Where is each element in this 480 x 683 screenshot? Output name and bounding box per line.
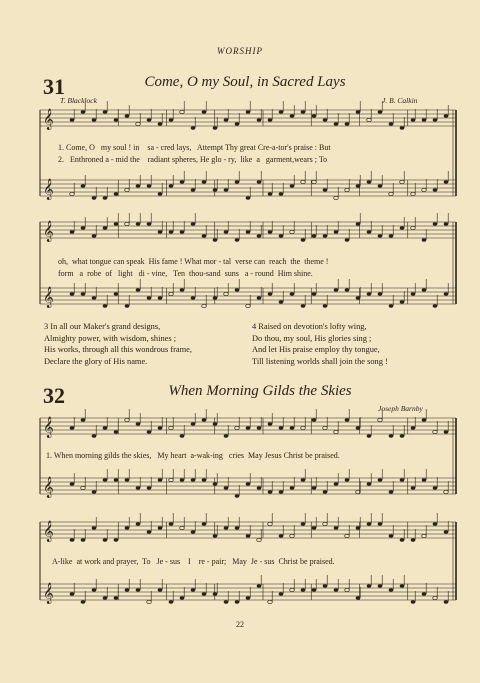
hymn-number: 32 xyxy=(43,383,65,408)
running-head: WORSHIP xyxy=(217,46,263,56)
lyric-line: 1. Come, O my soul ! in sa - cred lays, Attempt Thy great Cre-a-tor's praise : But xyxy=(58,143,331,152)
verse-line: 3 In all our Maker's grand designs, xyxy=(44,322,161,331)
svg-text:𝄞: 𝄞 xyxy=(43,287,54,308)
verse-line: Almighty power, with wisdom, shines ; xyxy=(44,333,177,343)
svg-text:𝄞: 𝄞 xyxy=(43,417,54,438)
page-number: 22 xyxy=(236,620,244,629)
verse-line: 4 Raised on devotion's lofty wing, xyxy=(252,322,367,331)
svg-text:𝄞: 𝄞 xyxy=(43,583,54,604)
svg-text:𝄞: 𝄞 xyxy=(43,221,54,242)
verse-block-3 xyxy=(44,321,192,367)
verse-line: Declare the glory of His name. xyxy=(44,356,148,366)
lyric-line: oh, what tongue can speak His fame ! What mor - tal verse can reach the theme ! xyxy=(58,257,329,266)
verse-block-4 xyxy=(252,321,388,367)
hymn-title: Come, O my Soul, in Sacred Lays xyxy=(144,74,346,90)
svg-text:𝄞: 𝄞 xyxy=(43,109,54,130)
lyric-line: form a robe of light di - vine, Ten thou-sand suns a - round Him shine. xyxy=(58,269,313,278)
hymn-composer: J. B. Calkin xyxy=(382,96,418,105)
verse-line: His works, through all this wondrous frame, xyxy=(44,345,192,354)
verse-line: And let His praise employ thy tongue, xyxy=(252,345,380,354)
verse-line: Till listening worlds shall join the song ! xyxy=(252,356,388,366)
svg-text:𝄞: 𝄞 xyxy=(43,179,54,200)
lyric-line: A-like at work and prayer, To Je - sus I re - pair; May Je - sus Christ be praised. xyxy=(52,557,335,566)
verse-line: Do thou, my soul, His glories sing ; xyxy=(252,333,372,343)
hymn-author: T. Blacklock xyxy=(60,96,97,105)
lyric-line: 2. Enthroned a - mid the radiant spheres, He glo - ry, like a garment,wears ; To xyxy=(58,155,328,164)
hymn-number: 31 xyxy=(43,74,65,99)
hymn-title: When Morning Gilds the Skies xyxy=(168,383,352,399)
lyric-line: 1. When morning gilds the skies, My heart a-wak-ing cries May Jesus Christ be praised. xyxy=(46,451,340,460)
hymn-composer: Joseph Barnby xyxy=(378,404,423,413)
svg-text:𝄞: 𝄞 xyxy=(43,477,54,498)
svg-text:𝄞: 𝄞 xyxy=(43,521,54,542)
